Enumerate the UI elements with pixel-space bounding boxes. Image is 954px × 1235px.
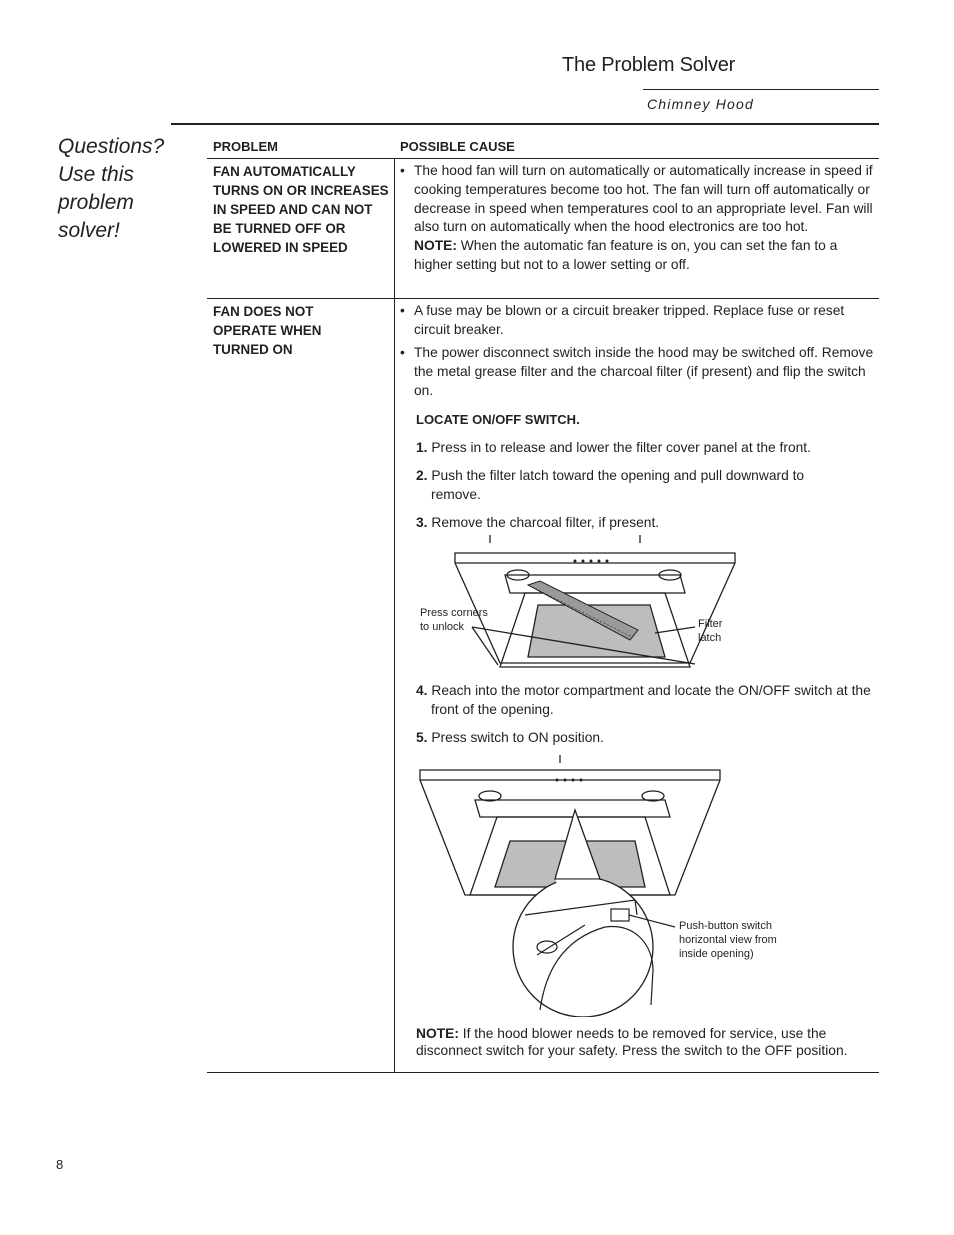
page-title: The Problem Solver	[562, 54, 736, 76]
section-subtitle: Chimney Hood	[647, 96, 754, 112]
problem-line: IN SPEED AND CAN NOT	[213, 202, 373, 217]
header-rule	[643, 89, 879, 90]
header-divider	[171, 123, 879, 125]
step-number: 2.	[416, 468, 428, 483]
bullet-dot: •	[400, 303, 405, 318]
bullet-dot: •	[400, 345, 405, 360]
caption-push-button-switch	[679, 919, 777, 961]
column-header-problem: PROBLEM	[213, 139, 278, 154]
step-3	[416, 514, 876, 533]
sidebar-line: Questions?	[58, 135, 165, 158]
caption-line: Filter	[698, 618, 723, 630]
step-5	[416, 729, 876, 748]
column-header-cause: POSSIBLE CAUSE	[400, 139, 515, 154]
power-switch-illustration	[415, 755, 755, 1017]
sidebar-line: solver!	[58, 219, 120, 242]
sidebar-prompt	[58, 133, 178, 245]
note-label: NOTE:	[414, 238, 457, 254]
problem-line: TURNS ON OR INCREASES	[213, 183, 389, 198]
step-text: Press switch to ON position.	[427, 730, 604, 745]
caption-filter-latch	[698, 617, 722, 645]
caption-line: to unlock	[420, 621, 465, 633]
step-number: 1.	[416, 440, 428, 455]
note-text: If the hood blower needs to be removed for service, use the disconnect switch for your safety. Press the switch to the OFF position.	[416, 1026, 848, 1058]
problem-line: FAN DOES NOT	[213, 304, 314, 319]
caption-line: latch	[698, 632, 722, 644]
filter-removal-illustration	[410, 535, 750, 675]
step-number: 3.	[416, 515, 428, 530]
step-text: Press in to release and lower the filter cover panel at the front.	[427, 440, 811, 455]
cause-fan-auto	[414, 162, 876, 275]
caption-line: Push-button switch	[679, 920, 772, 932]
caption-press-corners	[420, 606, 488, 634]
step-number: 5.	[416, 730, 428, 745]
bullet-dot: •	[400, 163, 405, 178]
note-blower	[416, 1025, 878, 1059]
problem-line: OPERATE WHEN	[213, 323, 322, 338]
step-2	[416, 467, 831, 505]
table-bottom-rule	[207, 1072, 879, 1073]
step-text: Reach into the motor compartment and locate the ON/OFF switch at the front of the opening.	[427, 683, 871, 717]
problem-line: FAN AUTOMATICALLY	[213, 164, 356, 179]
cause-text: The hood fan will turn on automatically or automatically increase in speed if cooking temperatures become too hot. The fan will turn off automatically or decrease in speed when temperatures cool to an appropriate level. Fan will also turn on automatically when the hood electronics are too hot.	[414, 163, 873, 235]
table-row-rule	[207, 298, 879, 299]
step-text: Push the filter latch toward the opening and pull downward to remove.	[427, 468, 805, 502]
locate-switch-heading: LOCATE ON/OFF SWITCH.	[416, 412, 580, 427]
caption-line: Press corners	[420, 607, 488, 619]
cause-disconnect-switch: The power disconnect switch inside the hood may be switched off. Remove the metal grease filter and the charcoal filter (if present) and flip the switch on.	[414, 345, 874, 398]
table-header-rule	[207, 158, 879, 159]
table-column-divider	[394, 158, 395, 1073]
step-text: Remove the charcoal filter, if present.	[427, 515, 660, 530]
problem-line: TURNED ON	[213, 342, 293, 357]
problem-fan-not-operate	[213, 302, 393, 359]
caption-line: horizontal view from	[679, 934, 777, 946]
problem-fan-auto	[213, 162, 393, 257]
note-label: NOTE:	[416, 1026, 459, 1041]
step-4	[416, 682, 876, 720]
problem-line: LOWERED IN SPEED	[213, 240, 348, 255]
page-number: 8	[56, 1157, 64, 1172]
note-text: When the automatic fan feature is on, you can set the fan to a higher setting but not to a lower setting or off.	[414, 238, 838, 272]
problem-line: BE TURNED OFF OR	[213, 221, 346, 236]
step-1	[416, 439, 876, 458]
sidebar-line: problem	[58, 191, 134, 214]
step-number: 4.	[416, 683, 428, 698]
cause-fuse: A fuse may be blown or a circuit breaker tripped. Replace fuse or reset circuit breaker.	[414, 303, 845, 337]
caption-line: inside opening)	[679, 948, 754, 960]
sidebar-line: Use this	[58, 163, 134, 186]
